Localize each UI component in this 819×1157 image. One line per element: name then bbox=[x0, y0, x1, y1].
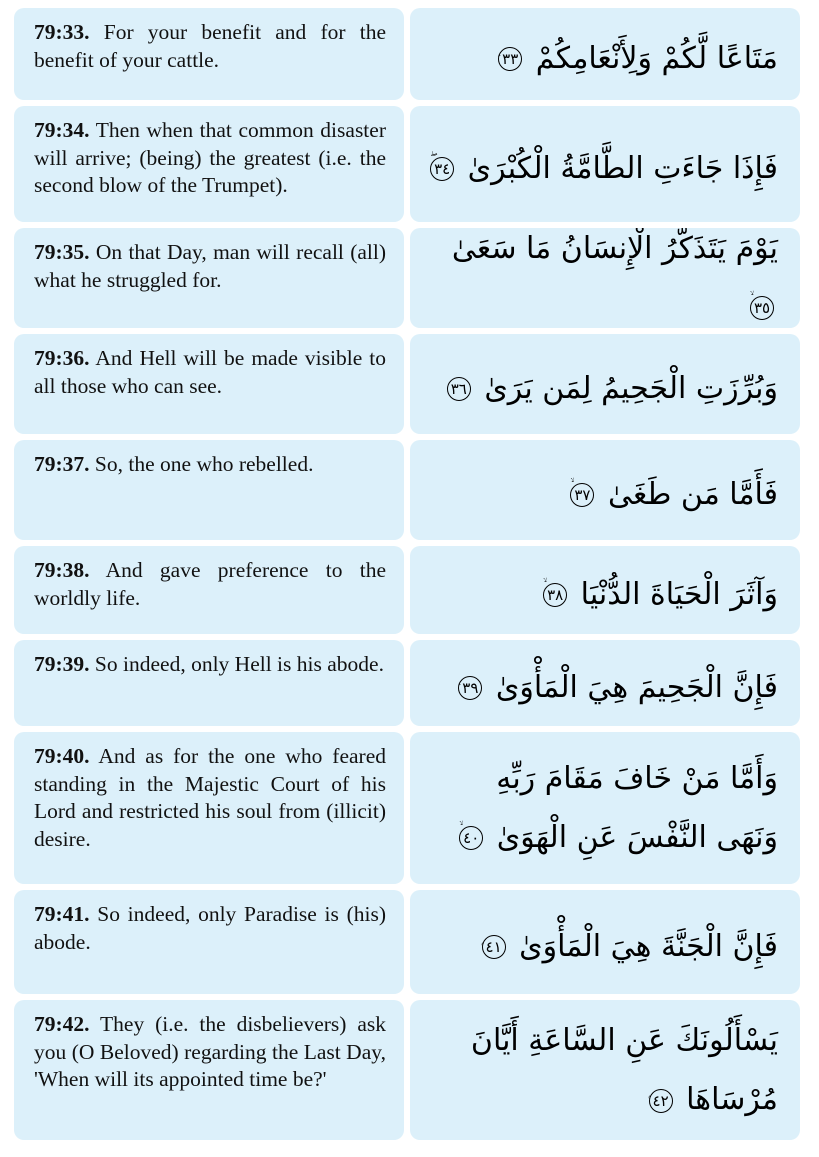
arabic-words: يَسْأَلُونَكَ عَنِ السَّاعَةِ أَيَّانَ مُرْسَاهَا bbox=[470, 1023, 778, 1117]
verse-reference: 79:42. bbox=[34, 1012, 90, 1036]
translation-text: Then when that common disaster will arrive; (being) the greatest (i.e. the second blow of the Trumpet). bbox=[34, 118, 386, 197]
verse-number-marker: ٤٢ bbox=[649, 1089, 673, 1113]
translation-text: So indeed, only Paradise is (his) abode. bbox=[34, 902, 387, 954]
verse-row-39 bbox=[14, 640, 800, 726]
arabic-words: فَأَمَّا مَن طَغَىٰ bbox=[607, 476, 778, 512]
arabic-verse bbox=[410, 732, 800, 884]
translation-text: And gave preference to the worldly life. bbox=[34, 558, 386, 610]
verse-row-42 bbox=[14, 1000, 800, 1140]
english-translation bbox=[14, 732, 404, 884]
arabic-text bbox=[482, 913, 778, 972]
verse-row-35 bbox=[14, 228, 800, 328]
translation-text: On that Day, man will recall (all) what he struggled for. bbox=[34, 240, 387, 292]
arabic-words: فَإِنَّ الْجَنَّةَ هِيَ الْمَأْوَىٰ bbox=[519, 928, 778, 964]
arabic-verse bbox=[410, 228, 800, 328]
arabic-text bbox=[570, 461, 778, 520]
verse-row-33 bbox=[14, 8, 800, 100]
arabic-text bbox=[426, 754, 778, 863]
arabic-text bbox=[447, 355, 778, 414]
arabic-text bbox=[426, 1016, 778, 1125]
verse-number-marker: ٣٨ bbox=[543, 583, 567, 607]
arabic-verse bbox=[410, 640, 800, 726]
arabic-words: فَإِذَا جَاءَتِ الطَّامَّةُ الْكُبْرَىٰ bbox=[467, 150, 778, 186]
arabic-verse bbox=[410, 1000, 800, 1140]
verse-reference: 79:39. bbox=[34, 652, 90, 676]
translation-text: So, the one who rebelled. bbox=[94, 452, 314, 476]
arabic-text bbox=[498, 25, 778, 84]
verse-row-38 bbox=[14, 546, 800, 634]
arabic-verse bbox=[410, 8, 800, 100]
verse-number-marker: ٣٦ bbox=[447, 377, 471, 401]
arabic-words: مَتَاعًا لَّكُمْ وَلِأَنْعَامِكُمْ bbox=[535, 40, 778, 76]
verse-number-marker: ٣٧ bbox=[570, 483, 594, 507]
english-translation bbox=[14, 440, 404, 540]
arabic-verse bbox=[410, 890, 800, 994]
english-translation bbox=[14, 106, 404, 222]
english-translation bbox=[14, 546, 404, 634]
verse-number-marker: ٣٣ bbox=[498, 47, 522, 71]
english-translation bbox=[14, 334, 404, 434]
arabic-words: وَأَمَّا مَنْ خَافَ مَقَامَ رَبِّهِ وَنَهَى النَّفْسَ عَنِ الْهَوَىٰ bbox=[496, 760, 778, 855]
verse-row-40 bbox=[14, 732, 800, 884]
arabic-words: يَوْمَ يَتَذَكَّرُ الْإِنسَانُ مَا سَعَىٰ bbox=[451, 230, 778, 266]
verse-number-marker: ٣٥ bbox=[750, 296, 774, 320]
verse-reference: 79:38. bbox=[34, 558, 90, 582]
verse-row-41 bbox=[14, 890, 800, 994]
arabic-text bbox=[543, 561, 778, 620]
verse-number-marker: ٣٩ bbox=[458, 676, 482, 700]
english-translation bbox=[14, 640, 404, 726]
verse-reference: 79:36. bbox=[34, 346, 90, 370]
arabic-text bbox=[430, 135, 778, 194]
verse-reference: 79:34. bbox=[34, 118, 90, 142]
verse-number-marker: ٣٤ bbox=[430, 157, 454, 181]
verse-row-36 bbox=[14, 334, 800, 434]
english-translation bbox=[14, 1000, 404, 1140]
translation-text: So indeed, only Hell is his abode. bbox=[94, 652, 384, 676]
arabic-text bbox=[458, 654, 778, 713]
arabic-verse bbox=[410, 546, 800, 634]
translation-text: For your benefit and for the benefit of your cattle. bbox=[34, 20, 386, 72]
english-translation bbox=[14, 228, 404, 328]
english-translation bbox=[14, 8, 404, 100]
translation-text: And as for the one who feared standing in the Majestic Court of his Lord and restricted his soul from (illicit) desire. bbox=[34, 744, 386, 851]
translation-text: They (i.e. the disbelievers) ask you (O Beloved) regarding the Last Day, 'When will its appointed time be?' bbox=[34, 1012, 386, 1091]
verse-number-marker: ٤٠ bbox=[459, 826, 483, 850]
arabic-words: وَآثَرَ الْحَيَاةَ الدُّنْيَا bbox=[580, 576, 778, 612]
verse-reference: 79:35. bbox=[34, 240, 90, 264]
verse-reference: 79:40. bbox=[34, 744, 90, 768]
verse-reference: 79:33. bbox=[34, 20, 90, 44]
verse-table bbox=[14, 8, 800, 1146]
english-translation bbox=[14, 890, 404, 994]
translation-text: And Hell will be made visible to all those who can see. bbox=[34, 346, 386, 398]
verse-reference: 79:41. bbox=[34, 902, 90, 926]
arabic-text bbox=[426, 228, 778, 328]
arabic-verse bbox=[410, 334, 800, 434]
arabic-verse bbox=[410, 440, 800, 540]
verse-number-marker: ٤١ bbox=[482, 935, 506, 959]
verse-row-37 bbox=[14, 440, 800, 540]
verse-row-34 bbox=[14, 106, 800, 222]
arabic-verse bbox=[410, 106, 800, 222]
verse-reference: 79:37. bbox=[34, 452, 90, 476]
arabic-words: فَإِنَّ الْجَحِيمَ هِيَ الْمَأْوَىٰ bbox=[495, 669, 778, 705]
arabic-words: وَبُرِّزَتِ الْجَحِيمُ لِمَن يَرَىٰ bbox=[484, 370, 778, 406]
